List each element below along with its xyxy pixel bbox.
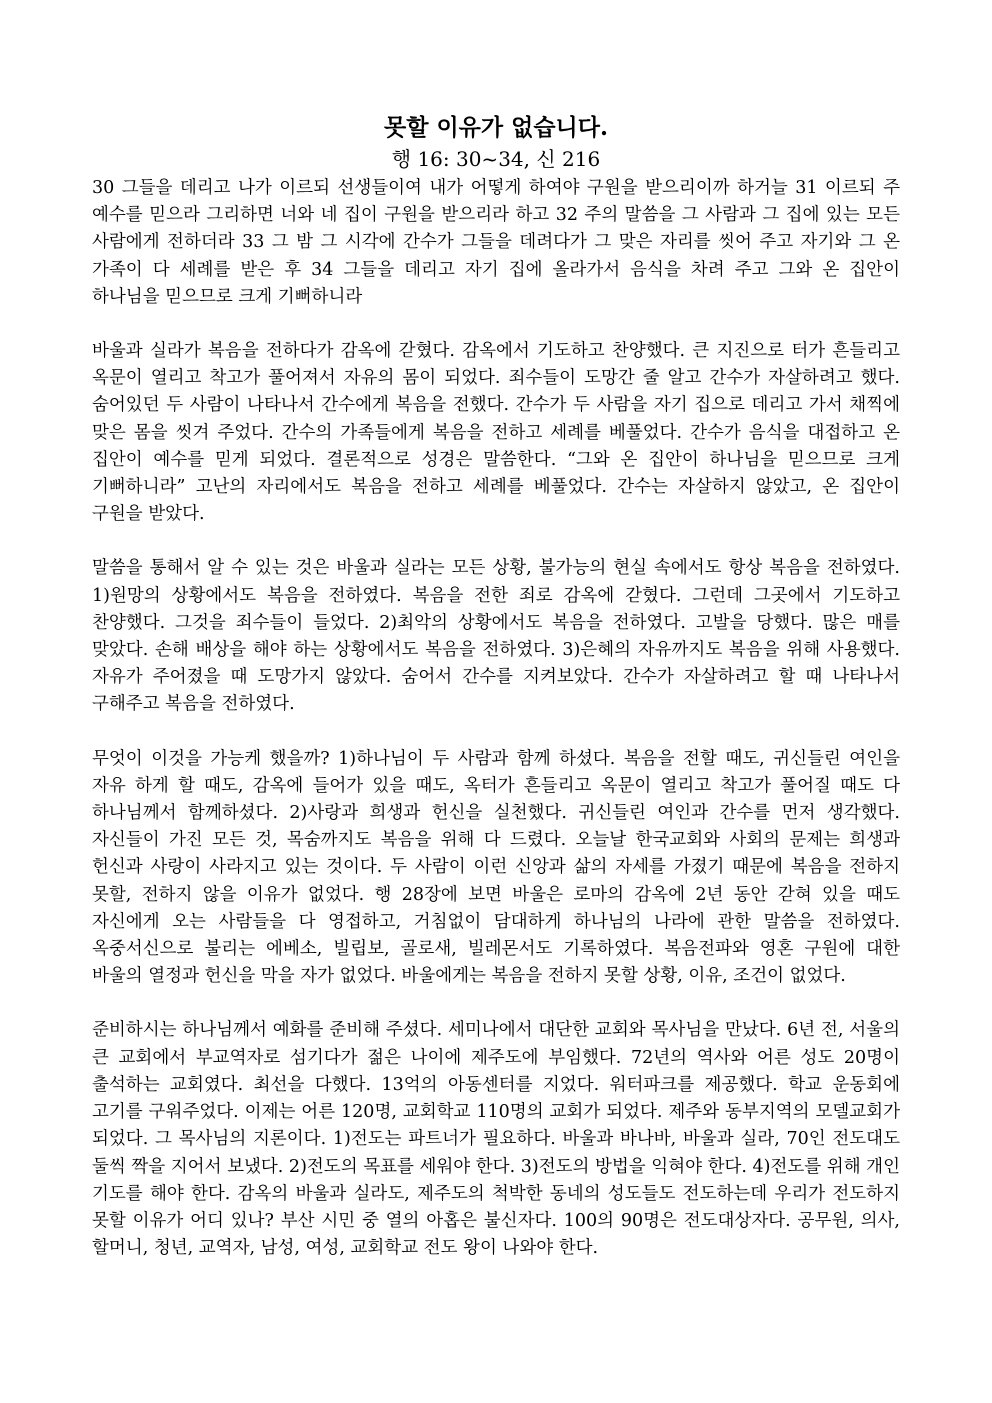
page-title: 못할 이유가 없습니다. <box>384 114 608 141</box>
sermon-page <box>92 113 900 1262</box>
body-paragraph-2: 말씀을 통해서 알 수 있는 것은 바울과 실라는 모든 상황, 불가능의 현실 속에서도 항상 복음을 전하였다. 1)원망의 상황에서도 복음을 전하였다. 복음을 전한 죄로 감옥에 갇혔다. 그런데 그곳에서 기도하고 찬양했다. 그것을 죄수들이 들었다. 2)최악의 상황에서도 복음을 전하였다. 고발을 당했다. 많은 매를 맞았다. 손해 배상을 해야 하는 상황에서도 복음을 전하였다. 3)은혜의 자유까지도 복음을 위해 사용했다. 자유가 주어졌을 때 도망가지 않았다. 숨어서 간수를 지켜보았다. 간수가 자살하려고 할 때 나타나서 구해주고 복음을 전하였다. <box>92 558 900 715</box>
body-paragraph-1: 바울과 실라가 복음을 전하다가 감옥에 갇혔다. 감옥에서 기도하고 찬양했다. 큰 지진으로 터가 흔들리고 옥문이 열리고 착고가 풀어져서 자유의 몸이 되었다. 죄수들이 도망간 줄 알고 간수가 자살하려고 했다. 숨어있던 두 사람이 나타나서 간수에게 복음을 전했다. 간수가 두 사람을 자기 집으로 데리고 가서 채찍에 맞은 몸을 씻겨 주었다. 간수의 가족들에게 복음을 전하고 세례를 베풀었다. 간수가 음식을 대접하고 온 집안이 예수를 믿게 되었다. 결론적으로 성경은 말씀한다. “그와 온 집안이 하나님을 믿으므로 크게 기뻐하니라” 고난의 자리에서도 복음을 전하고 세례를 베풀었다. 간수는 자살하지 않았고, 온 집안이 구원을 받았다. <box>92 341 900 525</box>
scripture-text: 30 그들을 데리고 나가 이르되 선생들이여 내가 어떻게 하여야 구원을 받으리이까 하거늘 31 이르되 주 예수를 믿으라 그리하면 너와 네 집이 구원을 받으리라 하고 32 주의 말씀을 그 사람과 그 집에 있는 모든 사람에게 전하더라 33 그 밤 그 시각에 간수가 그들을 데려다가 그 맞은 자리를 씻어 주고 자기와 그 온 가족이 다 세례를 받은 후 34 그들을 데리고 자기 집에 올라가서 음식을 차려 주고 그와 온 집안이 하나님을 믿으므로 크게 기뻐하니라 <box>92 178 900 307</box>
body-paragraph-3: 무엇이 이것을 가능케 했을까? 1)하나님이 두 사람과 함께 하셨다. 복음을 전할 때도, 귀신들린 여인을 자유 하게 할 때도, 감옥에 들어가 있을 때도, 옥터가 흔들리고 옥문이 열리고 착고가 풀어질 때도 다 하나님께서 함께하셨다. 2)사랑과 희생과 헌신을 실천했다. 귀신들린 여인과 간수를 먼저 생각했다. 자신들이 가진 모든 것, 목숨까지도 복음을 위해 다 드렸다. 오늘날 한국교회와 사회의 문제는 희생과 헌신과 사랑이 사라지고 있는 것이다. 두 사람이 이런 신앙과 삶의 자세를 가졌기 때문에 복음을 전하지 못할, 전하지 않을 이유가 없었다. 행 28장에 보면 바울은 로마의 감옥에 2년 동안 갇혀 있을 때도 자신에게 오는 사람들을 다 영접하고, 거침없이 담대하게 하나님의 나라에 관한 말씀을 전하였다. 옥중서신으로 불리는 에베소, 빌립보, 골로새, 빌레몬서도 기록하였다. 복음전파와 영혼 구원에 대한 바울의 열정과 헌신을 막을 자가 없었다. 바울에게는 복음을 전하지 못할 상황, 이유, 조건이 없었다. <box>92 748 900 987</box>
body-paragraph-4: 준비하시는 하나님께서 예화를 준비해 주셨다. 세미나에서 대단한 교회와 목사님을 만났다. 6년 전, 서울의 큰 교회에서 부교역자로 섬기다가 젊은 나이에 제주도에 부임했다. 72년의 역사와 어른 성도 20명이 출석하는 교회였다. 최선을 다했다. 13억의 아동센터를 지었다. 워터파크를 제공했다. 학교 운동회에 고기를 구워주었다. 이제는 어른 120명, 교회학교 110명의 교회가 되었다. 제주와 동부지역의 모델교회가 되었다. 그 목사님의 지론이다. 1)전도는 파트너가 필요하다. 바울과 바나바, 바울과 실라, 70인 전도대도 둘씩 짝을 지어서 보냈다. 2)전도의 목표를 세워야 한다. 3)전도의 방법을 익혀야 한다. 4)전도를 위해 개인 기도를 해야 한다. 감옥의 바울과 실라도, 제주도의 척박한 동네의 성도들도 전도하는데 우리가 전도하지 못할 이유가 어디 있나? 부산 시민 중 열의 아홉은 불신자다. 100의 90명은 전도대상자다. 공무원, 의사, 할머니, 청년, 교역자, 남성, 여성, 교회학교 전도 왕이 나와야 한다. <box>92 1020 900 1259</box>
scripture-reference: 행 16: 30~34, 신 216 <box>391 147 601 171</box>
